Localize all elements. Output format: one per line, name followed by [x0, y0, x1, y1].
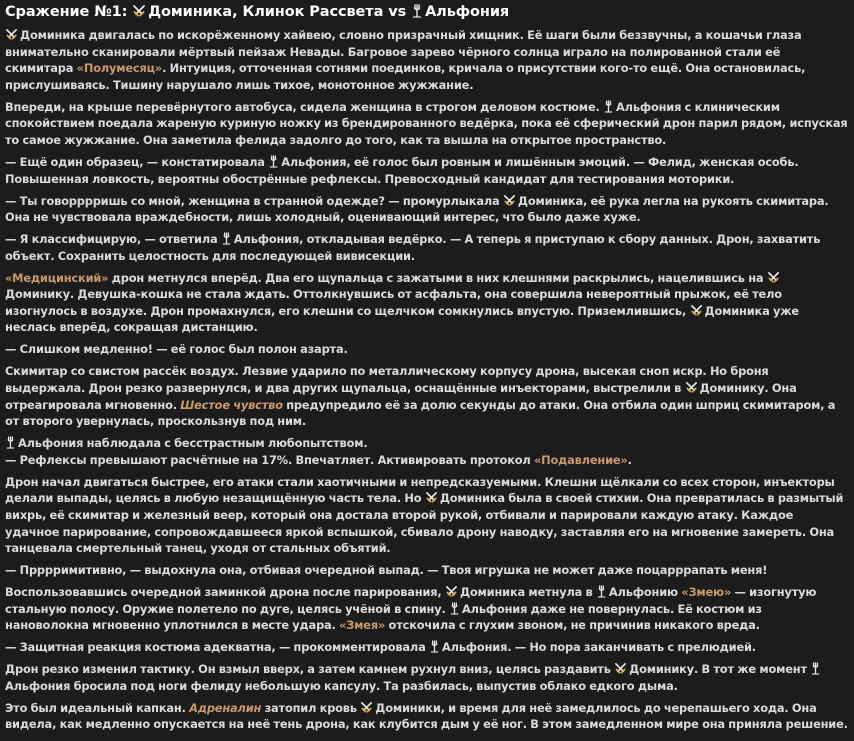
- text-run: затопил кровь: [261, 700, 361, 715]
- text-run: Дрон резко изменил тактику. Он взмыл вверх, а затем камнем рухнул вниз, целясь раздавить: [5, 662, 615, 677]
- text-run: Доминика уже неслась вперёд, сокращая дистанцию.: [5, 303, 799, 335]
- spork-icon: [221, 232, 232, 245]
- crossed-swords-icon: [503, 194, 516, 207]
- text-run: Это был идеальный капкан.: [5, 700, 190, 715]
- story-paragraph: [5, 562, 848, 579]
- story-paragraph: [5, 341, 848, 358]
- text-run: — Рефлексы превышают расчётные на 17%. Впечатляет. Активировать протокол: [5, 452, 534, 467]
- crossed-swords-icon: [5, 28, 18, 41]
- crossed-swords-icon: [767, 271, 780, 284]
- story-paragraph: [5, 270, 848, 336]
- text-run: — Ты говорррришь со мной, женщина в странной одежде? — промурлыкала: [5, 193, 503, 208]
- page-title: [5, 3, 848, 21]
- text-run: — Прррримитивно, — выдохнула она, отбивая очередной выпад. — Твоя игрушка не может даже поцарррапать меня!: [5, 563, 768, 578]
- crossed-swords-icon: [445, 585, 458, 598]
- text-run: Альфония даже не повернулась. Её костюм из нановолокна мгновенно уплотнился в месте удара.: [5, 601, 762, 633]
- story-paragraph: [5, 584, 848, 634]
- story-body: [5, 27, 848, 733]
- text-run: — Слишком медленно! — её голос был полон азарта.: [5, 342, 348, 357]
- ability-name: Адреналин: [189, 700, 262, 715]
- item-name: «Подавление»: [533, 452, 628, 467]
- text-run: . Интуиция, отточенная сотнями поединков, кричала о присутствии кого-то ещё. Она остановилась, прислушиваясь. Тишину нарушало лишь тихое, монотонное жужжание.: [5, 61, 806, 92]
- text-run: Воспользовавшись очередной заминкой дрона после парирования,: [5, 585, 445, 600]
- item-name: «Змею»: [681, 585, 732, 600]
- crossed-swords-icon: [685, 381, 698, 394]
- item-name: «Медицинский»: [5, 270, 109, 285]
- text-run: Доминика метнула в: [459, 585, 596, 600]
- crossed-swords-icon: [425, 491, 438, 504]
- text-run: Альфония. — Но пора заканчивать с прелюдией.: [441, 640, 756, 655]
- text-run: дрон метнулся вперёд. Два его щупальца с зажатыми в них клешнями раскрылись, нацелившись на: [108, 270, 767, 285]
- spork-icon: [5, 436, 16, 449]
- story-paragraph: [5, 99, 848, 149]
- spork-icon: [449, 602, 460, 615]
- text-run: Доминика, её рука легла на рукоять скимитара. Она не чувствовала враждебности, лишь холодный, оценивающий интерес, что было даже хуже.: [5, 193, 829, 225]
- text-run: Дрон начал двигаться быстрее, его атаки стали хаотичными и непредсказуемыми. Клешни щёлкали со всех сторон, инъекторы делали выпады, целясь в любую незащищённую часть тела. Но: [5, 474, 835, 506]
- item-name: «Полумесяц»: [76, 61, 163, 76]
- text-run: Доминику. В тот же момент: [629, 662, 811, 677]
- spork-icon: [810, 662, 821, 675]
- text-run: — Я классифицирую, — ответила: [5, 232, 221, 247]
- story-paragraph: [5, 193, 848, 226]
- story-paragraph: [5, 700, 848, 733]
- text-run: .: [627, 452, 632, 467]
- text-run: Альфония, откладывая ведёрко. — А теперь я приступаю к сбору данных. Дрон, захватить объект. Сохранить целостность для последующей вивисекции.: [5, 232, 821, 263]
- crossed-swords-icon: [360, 701, 373, 714]
- item-name: «Змея»: [339, 618, 386, 633]
- spork-icon: [603, 100, 614, 113]
- spork-icon: [596, 585, 607, 598]
- spork-icon: [268, 155, 279, 168]
- fighter-1-name: Доминика, Клинок Рассвета: [148, 4, 384, 20]
- text-run: Альфония с клиническим спокойствием поедала жареную куриную ножку из брендированного ведёрка, пока её сферический дрон парил рядом, испуская то самое жужжание. Она заметила фелида задолго до того, как та вышла на открытое пространство.: [5, 99, 848, 147]
- crossed-swords-icon: [132, 4, 146, 18]
- text-run: Альфонию: [608, 585, 682, 600]
- text-run: — Защитная реакция костюма адекватна, — прокомментировала: [5, 640, 429, 655]
- text-run: Доминику. Девушка-кошка не стала ждать. Оттолкнувшись от асфальта, она совершила невероятный прыжок, её тело изогнулось в воздухе. Дрон промахнулся, его клешни со щелчком сомкнулись впустую. Приземлившись,: [5, 287, 782, 318]
- fighter-2-name: Альфония: [425, 4, 510, 20]
- title-prefix: Сражение №1:: [5, 4, 133, 20]
- text-run: Скимитар со свистом рассёк воздух. Лезвие ударило по металлическому корпусу дрона, высекая сноп искр. Но броня выдержала. Дрон резко развернулся, и два других щупальца, оснащённые инъекторами, выстрелили в: [5, 364, 769, 396]
- crossed-swords-icon: [690, 304, 703, 317]
- story-paragraph: [5, 231, 848, 264]
- story-paragraph: [5, 363, 848, 429]
- text-run: Альфония, её голос был ровным и лишённым эмоций. — Фелид, женская особь. Повышенная ловкость, вероятны обострённые рефлексы. Превосходный кандидат для тестирования моторики.: [5, 154, 799, 186]
- spork-icon: [429, 640, 440, 653]
- text-run: — Ещё один образец, — констатировала: [5, 154, 269, 169]
- story-paragraph: [5, 154, 848, 187]
- text-run: отскочила с глухим звоном, не причинив никакого вреда.: [385, 618, 760, 633]
- text-run: Доминики, и время для неё замедлилось до черепашьего хода. Она видела, как медленно опускается на неё тень дрона, как клубится дым у её ног. В этом замедленном мире она приняла решение.: [5, 700, 848, 732]
- text-run: Доминику. Она отреагировала мгновенно.: [5, 381, 797, 412]
- story-paragraph: [5, 27, 848, 93]
- text-run: — изогнутую стальную полосу. Оружие полетело по дуге, целясь учёной в спину.: [5, 585, 817, 616]
- text-run: Альфония наблюдала с бесстрастным любопытством.: [18, 436, 368, 451]
- crossed-swords-icon: [614, 662, 627, 675]
- story-paragraph: [5, 661, 848, 694]
- versus-label: vs: [383, 4, 412, 20]
- ability-name: Шестое чувство: [180, 397, 283, 412]
- spork-icon: [411, 4, 423, 18]
- story-paragraph: [5, 474, 848, 557]
- text-run: предупредило её за долю секунды до атаки. Она отбила один шприц скимитаром, а от второго увернулась, проскользнув под ним.: [5, 397, 836, 429]
- story-paragraph: [5, 639, 848, 656]
- story-paragraph: [5, 435, 848, 468]
- text-run: Впереди, на крыше перевёрнутого автобуса, сидела женщина в строгом деловом костюме.: [5, 99, 604, 114]
- text-run: Альфония бросила под ноги фелиду небольшую капсулу. Та разбилась, выпустив облако едкого дыма.: [5, 678, 678, 693]
- text-run: Доминика двигалась по искорёженному хайвею, словно призрачный хищник. Её шаги были беззвучны, а кошачьи глаза внимательно сканировали мёртвый пейзаж Невады. Багровое зарево чёрного солнца играло на полированной стали её скимитара: [5, 28, 802, 76]
- text-run: Доминика была в своей стихии. Она превратилась в размытый вихрь, её скимитар и железный веер, который она достала второй рукой, отбивали и парировали каждую атаку. Каждое удачное парирование, сопровождавшееся яркой вспышкой, сбивало дрону наводку, заставляя его на мгновение замереть. Она танцевала смертельный танец, уходя от стальных объятий.: [5, 491, 844, 556]
